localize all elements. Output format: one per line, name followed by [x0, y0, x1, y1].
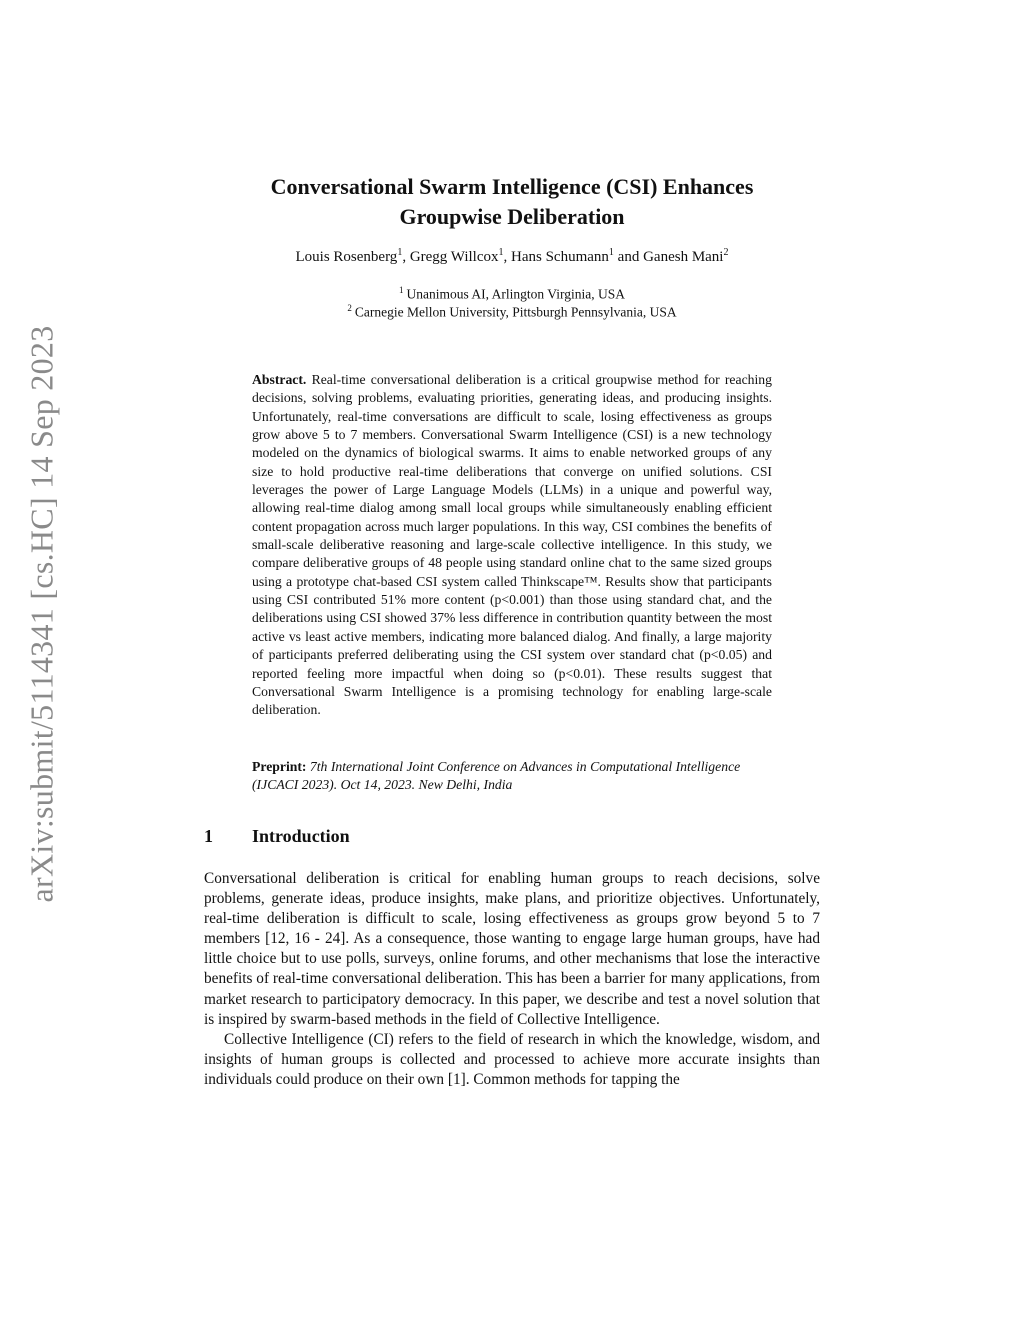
author-affiliation-mark: 1	[397, 247, 403, 258]
affiliation-text: Unanimous AI, Arlington Virginia, USA	[406, 286, 625, 302]
affiliation-text: Carnegie Mellon University, Pittsburgh Pennsylvania, USA	[354, 304, 677, 320]
abstract-text: Real-time conversational deliberation is a critical groupwise method for reaching decisions, solving problems, evaluating priorities, generating ideas, and producing insights. Unfortunately, real-time conversations are difficult to scale, losing effectiveness as groups grow above 5 to 7 members. Conversational Swarm Intelligence (CSI) is a new technology modeled on the dynamics of biological swarms. It aims to enable networked groups of any size to hold productive real-time deliberations that converge on unified solutions. CSI leverages the power of Large Language Models (LLMs) in a unique and powerful way, allowing real-time dialog among small local groups while simultaneously enabling efficient content propagation across much larger populations. In this way, CSI combines the benefits of small-scale deliberative reasoning and large-scale collective intelligence. In this study, we compare deliberative groups of 48 people using standard online chat to the same sized groups using a prototype chat-based CSI system called Thinkscape™. Results show that participants using CSI contributed 51% more content (p<0.001) than those using standard chat, and the deliberations using CSI showed 37% less difference in contribution quantity between the most active vs least active members, indicating more balanced dialog. And finally, a large majority of participants preferred deliberating using the CSI system over standard chat (p<0.05) and reported feeling more impactful when doing so (p<0.01). These results suggest that Conversational Swarm Intelligence is a promising technology for enabling large-scale deliberation.	[252, 372, 772, 718]
author-list	[200, 247, 824, 266]
affiliation-2	[200, 303, 824, 321]
preprint-note	[252, 758, 772, 795]
author-name: Gregg Willcox	[409, 249, 499, 265]
author-separator: and	[613, 249, 644, 265]
author-name: Ganesh Mani	[643, 249, 724, 265]
title-line-2: Groupwise Deliberation	[399, 204, 625, 229]
affiliation-number: 2	[347, 303, 352, 313]
abstract-label: Abstract.	[252, 372, 307, 387]
author-affiliation-mark: 1	[608, 247, 614, 258]
title-line-1: Conversational Swarm Intelligence (CSI) Enhances	[270, 174, 754, 199]
section-heading-introduction	[204, 826, 350, 847]
preprint-label: Preprint:	[252, 759, 307, 774]
body-paragraph: Conversational deliberation is critical for enabling human groups to reach decisions, solve problems, generate ideas, produce insights, make plans, and prioritize objectives. Unfortunately, real-time deliberation is difficult to scale, losing effectiveness as groups grow beyond 5 to 7 members [12, 16 - 24]. As a consequence, those wanting to engage large human groups, have had little choice but to use polls, surveys, online forums, and other mechanisms that lose the interactive benefits of real-time conversational deliberation. This has been a barrier for many applications, from market research to participatory democracy. In this paper, we describe and test a novel solution that is inspired by swarm-based methods in the field of Collective Intelligence.	[204, 870, 820, 1028]
body-paragraph: Collective Intelligence (CI) refers to the field of research in which the knowledge, wisdom, and insights of human groups is collected and processed to achieve more accurate insights than individuals could produce on their own [1]. Common methods for tapping the	[204, 1030, 820, 1088]
paper-title	[200, 172, 824, 232]
affiliation-1	[200, 285, 824, 303]
author-separator: ,	[503, 249, 511, 265]
abstract	[252, 371, 772, 720]
author-separator: ,	[402, 249, 410, 265]
section-title: Introduction	[252, 826, 350, 846]
introduction-body	[204, 869, 820, 1090]
author-name: Louis Rosenberg	[295, 249, 398, 265]
author-affiliation-mark: 2	[723, 247, 729, 258]
preprint-venue: 7th International Joint Conference on Advances in Computational Intelligence (IJCACI 2023). Oct 14, 2023. New Delhi, India	[252, 759, 741, 793]
section-number: 1	[204, 826, 213, 846]
author-name: Hans Schumann	[511, 249, 609, 265]
affiliation-number: 1	[399, 285, 404, 295]
arxiv-identifier: arXiv:submit/5114341 [cs.HC] 14 Sep 2023	[23, 325, 60, 903]
author-affiliation-mark: 1	[498, 247, 504, 258]
